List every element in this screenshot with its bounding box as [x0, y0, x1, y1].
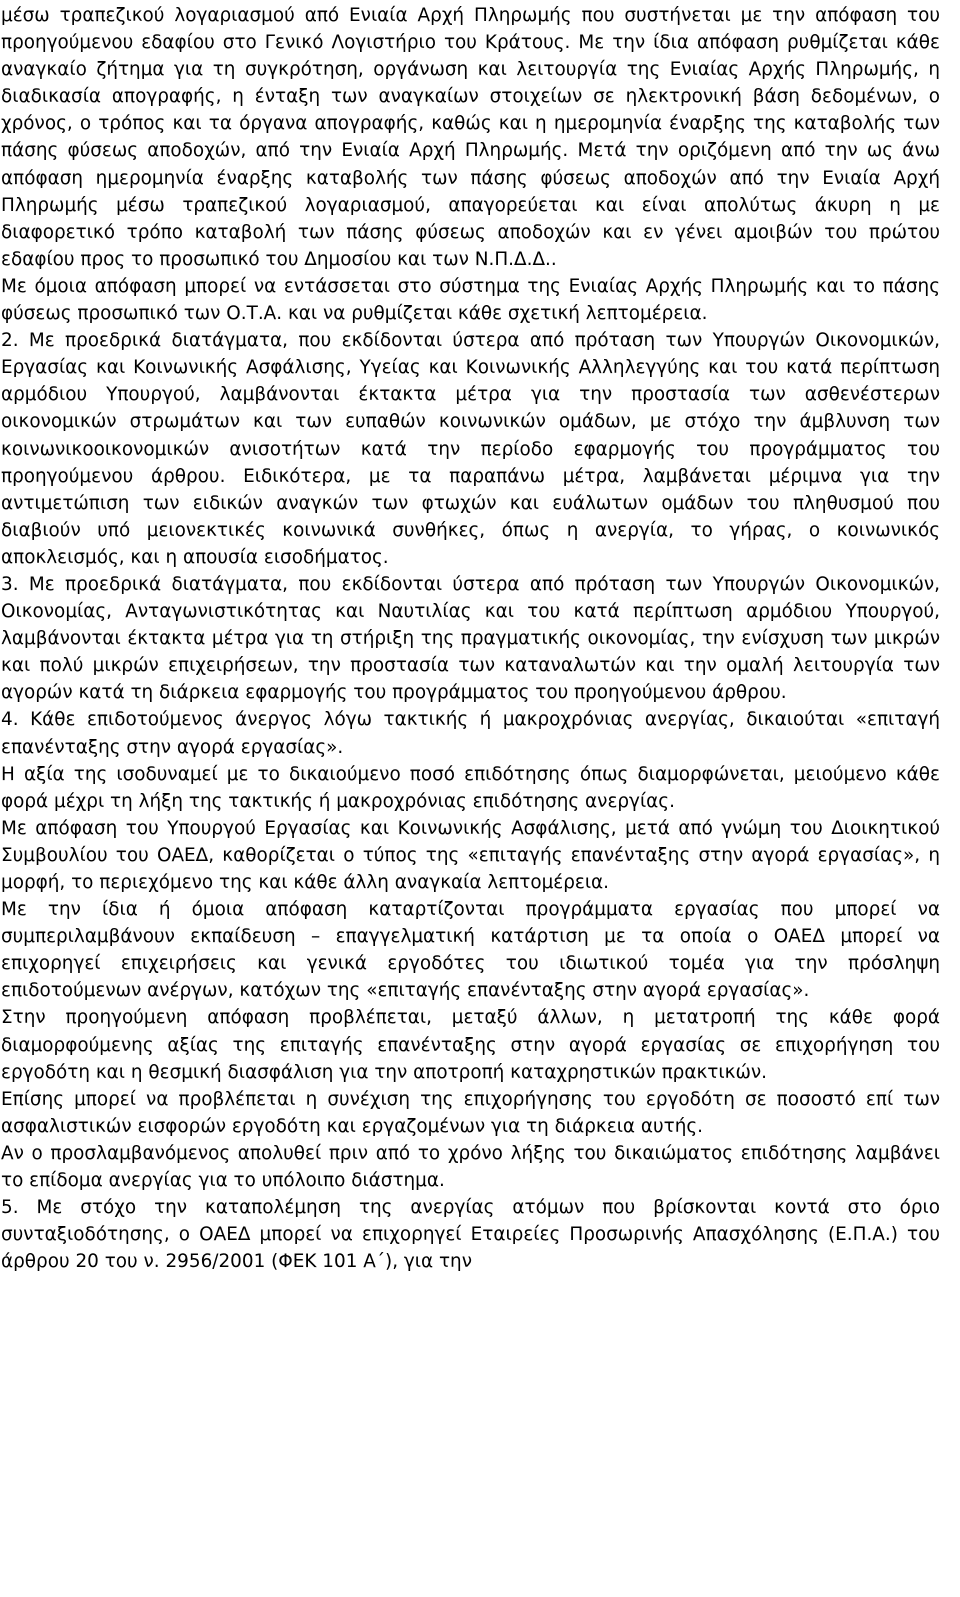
document-text — [1, 2, 940, 1275]
paragraph-4-reintegration-voucher: 4. Κάθε επιδοτούμενος άνεργος λόγω τακτικής ή μακροχρόνιας ανεργίας, δικαιούται «επιταγή επανένταξης στην αγορά εργασίας». — [1, 709, 940, 758]
paragraph-5-temporary-employment: 5. Με στόχο την καταπολέμηση της ανεργίας ατόμων που βρίσκονται κοντά στο όριο συνταξιοδότησης, ο ΟΑΕΔ μπορεί να επιχορηγεί Εταιρείες Προσωρινής Απασχόλησης (Ε.Π.Α.) του άρθρου 20 του ν. 2956/2001 (ΦΕΚ 101 Α΄), για την — [1, 1197, 940, 1273]
paragraph-ota-inclusion: Με όμοια απόφαση μπορεί να εντάσσεται στο σύστημα της Ενιαίας Αρχής Πληρωμής και το πάσης φύσεως προσωπικό των Ο.Τ.Α. και να ρυθμίζεται κάθε σχετική λεπτομέρεια. — [1, 275, 940, 325]
paragraph-ministerial-decision: Με απόφαση του Υπουργού Εργασίας και Κοινωνικής Ασφάλισης, μετά από γνώμη του Διοικητικού Συμβουλίου του ΟΑΕΔ, καθορίζεται ο τύπος της «επιταγής επανένταξης στην αγορά εργασίας», η μορφή, το περιεχόμενο της και κάθε άλλη αναγκαία λεπτομέρεια. — [1, 817, 940, 893]
paragraph-subsidy-continuation: Επίσης μπορεί να προβλέπεται η συνέχιση της επιχορήγησης του εργοδότη σε ποσοστό επί των ασφαλιστικών εισφορών εργοδότη και εργαζομένων για τη διάρκεια αυτής. — [1, 1088, 940, 1137]
paragraph-3-economy-measures: 3. Με προεδρικά διατάγματα, που εκδίδονται ύστερα από πρόταση των Υπουργών Οικονομικών, Οικονομίας, Ανταγωνιστικότητας και Ναυτιλίας και του κατά περίπτωση αρμόδιου Υπουργού, λαμβάνονται έκτακτα μέτρα για τη στήριξη της πραγματικής οικονομίας, την ενίσχυση των μικρών και πολύ μικρών επιχειρήσεων, την προστασία των καταναλωτών και την ομαλή λειτουργία των αγορών κατά τη διάρκεια εφαρμογής του προγράμματος του προηγούμενου άρθρου. — [1, 573, 940, 704]
paragraph-2-social-measures: 2. Με προεδρικά διατάγματα, που εκδίδονται ύστερα από πρόταση των Υπουργών Οικονομικών, Εργασίας και Κοινωνικής Ασφάλισης, Υγείας και Κοινωνικής Αλληλεγγύης και του κατά περίπτωση αρμόδιου Υπουργού, λαμβάνονται έκτακτα μέτρα για την προστασία των ασθενέστερων οικονομικών στρωμάτων και των ευπαθών κοινωνικών ομάδων, με στόχο την άμβλυνση των κοινωνικοοικονομικών ανισοτήτων κατά την περίοδο εφαρμογής του προγράμματος του προηγούμενου άρθρου. Ειδικότερα, με τα παραπάνω μέτρα, λαμβάνεται μέριμνα για την αντιμετώπιση των ειδικών αναγκών των φτωχών και ευάλωτων ομάδων του πληθυσμού που διαβιούν υπό μειονεκτικές κοινωνικά συνθήκες, όπως η ανεργία, το γήρας, ο κοινωνικός αποκλεισμός, και η απουσία εισοδήματος. — [1, 330, 940, 568]
paragraph-voucher-value: Η αξία της ισοδυναμεί με το δικαιούμενο ποσό επιδότησης όπως διαμορφώνεται, μειούμενο κάθε φορά μέχρι τη λήξη της τακτικής ή μακροχρόνιας επιδότησης ανεργίας. — [1, 763, 940, 812]
paragraph-voucher-conversion: Στην προηγούμενη απόφαση προβλέπεται, μεταξύ άλλων, η μετατροπή της κάθε φορά διαμορφούμενης αξίας της επιταγής επανένταξης στην αγορά εργασίας σε επιχορήγηση του εργοδότη και η θεσμική διασφάλιση για την αποτροπή καταχρηστικών πρακτικών. — [1, 1007, 940, 1083]
paragraph-work-programs: Με την ίδια ή όμοια απόφαση καταρτίζονται προγράμματα εργασίας που μπορεί να συμπεριλαμβάνουν εκπαίδευση – επαγγελματική κατάρτιση με τα οποία ο ΟΑΕΔ μπορεί να επιχορηγεί επιχειρήσεις και γενικά εργοδότες του ιδιωτικού τομέα για την πρόσληψη επιδοτούμενων ανέργων, κατόχων της «επιταγής επανένταξης στην αγορά εργασίας». — [1, 899, 940, 1002]
paragraph-dismissal: Αν ο προσλαμβανόμενος απολυθεί πριν από το χρόνο λήξης του δικαιώματος επιδότησης λαμβάνει το επίδομα ανεργίας για το υπόλοιπο διάστημα. — [1, 1142, 940, 1192]
paragraph-payment-authority: μέσω τραπεζικού λογαριασμού από Ενιαία Αρχή Πληρωμής που συστήνεται με την απόφαση του προηγούμενου εδαφίου στο Γενικό Λογιστήριο του Κράτους. Με την ίδια απόφαση ρυθμίζεται κάθε αναγκαίο ζήτημα για τη συγκρότηση, οργάνωση και λειτουργία της Ενιαίας Αρχής Πληρωμής, η διαδικασία απογραφής, η ένταξη των αναγκαίων στοιχείων σε ηλεκτρονική βάση δεδομένων, ο χρόνος, ο τρόπος και τα όργανα απογραφής, καθώς και η ημερομηνία έναρξης της καταβολής των πάσης φύσεως αποδοχών, από την Ενιαία Αρχή Πληρωμής. Μετά την οριζόμενη από την ως άνω απόφαση ημερομηνία έναρξης καταβολής των πάσης φύσεως αποδοχών από την Ενιαία Αρχή Πληρωμής μέσω τραπεζικού λογαριασμού, απαγορεύεται και είναι απολύτως άκυρη η με διαφορετικό τρόπο καταβολή των πάσης φύσεως αποδοχών και εν γένει αμοιβών του πρώτου εδαφίου προς το προσωπικό του Δημοσίου και των Ν.Π.Δ.Δ.. — [1, 5, 940, 270]
